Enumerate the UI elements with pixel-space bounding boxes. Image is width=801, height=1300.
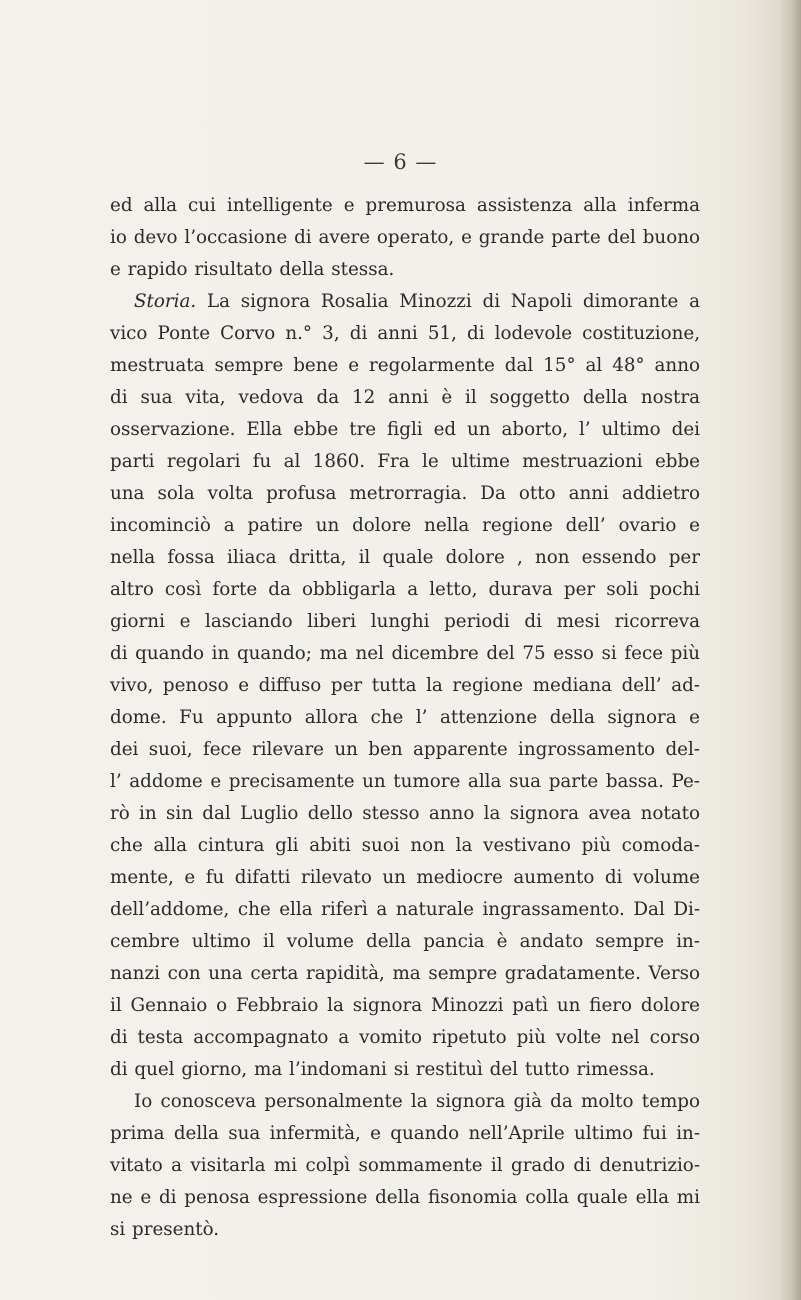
text-line [110, 254, 700, 286]
line-text: io devo l’occasione di avere operato, e grande parte del buono [110, 227, 700, 248]
text-line [110, 638, 700, 670]
text-line [110, 574, 700, 606]
text-line [110, 478, 700, 510]
text-line [110, 222, 700, 254]
text-line [110, 798, 700, 830]
text-line [110, 1150, 700, 1182]
text-line [110, 286, 700, 318]
text-line [110, 190, 700, 222]
text-line [110, 958, 700, 990]
text-line [110, 702, 700, 734]
text-line [110, 414, 700, 446]
text-line [110, 606, 700, 638]
line-text: di sua vita, vedova da 12 anni è il soggetto della nostra [110, 387, 700, 408]
line-text: dell’addome, che ella riferì a naturale ingrassamento. Dal Di- [110, 899, 700, 920]
line-text: mente, e fu difatti rilevato un mediocre aumento di volume [110, 867, 700, 888]
line-text: incominciò a patire un dolore nella regione dell’ ovario e [110, 515, 700, 536]
text-line [110, 670, 700, 702]
line-text: si presentò. [110, 1219, 220, 1240]
line-text: La signora Rosalia Minozzi di Napoli dimorante a [196, 291, 700, 312]
line-text: nanzi con una certa rapidità, ma sempre gradatamente. Verso [110, 963, 700, 984]
line-text: Io conosceva personalmente la signora già da molto tempo [134, 1091, 700, 1112]
text-line [110, 766, 700, 798]
line-text: il Gennaio o Febbraio la signora Minozzi patì un fiero dolore [110, 995, 700, 1016]
text-line [110, 1214, 700, 1246]
text-line [110, 318, 700, 350]
page-edge-shadow [779, 0, 801, 1300]
text-line [110, 862, 700, 894]
body-text [110, 190, 700, 1246]
line-text: rò in sin dal Luglio dello stesso anno la signora avea notato [110, 803, 700, 824]
text-line [110, 1022, 700, 1054]
line-text: l’ addome e precisamente un tumore alla sua parte bassa. Pe- [110, 771, 700, 792]
line-text: di quando in quando; ma nel dicembre del 75 esso si fece più [110, 643, 700, 664]
page-number: — 6 — [363, 150, 438, 174]
line-text: prima della sua infermità, e quando nell’Aprile ultimo fui in- [110, 1123, 700, 1144]
line-text: mestruata sempre bene e regolarmente dal 15° al 48° anno [110, 355, 700, 376]
line-text: che alla cintura gli abiti suoi non la vestivano più comoda- [110, 835, 700, 856]
line-text: di testa accompagnato a vomito ripetuto più volte nel corso [110, 1027, 700, 1048]
line-text: di quel giorno, ma l’indomani si restituì del tutto rimessa. [110, 1059, 655, 1080]
line-text: osservazione. Ella ebbe tre figli ed un aborto, l’ ultimo dei [110, 419, 700, 440]
line-text: altro così forte da obbligarla a letto, durava per soli pochi [110, 579, 700, 600]
line-text: parti regolari fu al 1860. Fra le ultime mestruazioni ebbe [110, 451, 700, 472]
text-line [110, 894, 700, 926]
text-line [110, 510, 700, 542]
text-line [110, 1118, 700, 1150]
section-lead: Storia. [134, 291, 197, 312]
line-text: vivo, penoso e diffuso per tutta la regione mediana dell’ ad- [110, 675, 700, 696]
text-line [110, 990, 700, 1022]
line-text: ne e di penosa espressione della fisonomia colla quale ella mi [110, 1187, 700, 1208]
text-line [110, 446, 700, 478]
text-line [110, 734, 700, 766]
line-text: vico Ponte Corvo n.° 3, di anni 51, di lodevole costituzione, [110, 323, 700, 344]
line-text: una sola volta profusa metrorragia. Da otto anni addietro [110, 483, 700, 504]
text-line [110, 350, 700, 382]
line-text: vitato a visitarla mi colpì sommamente il grado di denutrizio- [110, 1155, 700, 1176]
line-text: giorni e lasciando liberi lunghi periodi di mesi ricorreva [110, 611, 700, 632]
text-line [110, 1086, 700, 1118]
text-line [110, 1182, 700, 1214]
line-text: ed alla cui intelligente e premurosa assistenza alla inferma [110, 195, 700, 216]
line-text: e rapido risultato della stessa. [110, 259, 395, 280]
text-line [110, 1054, 700, 1086]
line-text: dei suoi, fece rilevare un ben apparente ingrossamento del- [110, 739, 700, 760]
text-line [110, 382, 700, 414]
line-text: dome. Fu appunto allora che l’ attenzione della signora e [110, 707, 700, 728]
text-line [110, 830, 700, 862]
line-text: cembre ultimo il volume della pancia è andato sempre in- [110, 931, 700, 952]
line-text: nella fossa iliaca dritta, il quale dolore , non essendo per [110, 547, 700, 568]
text-line [110, 926, 700, 958]
text-line [110, 542, 700, 574]
